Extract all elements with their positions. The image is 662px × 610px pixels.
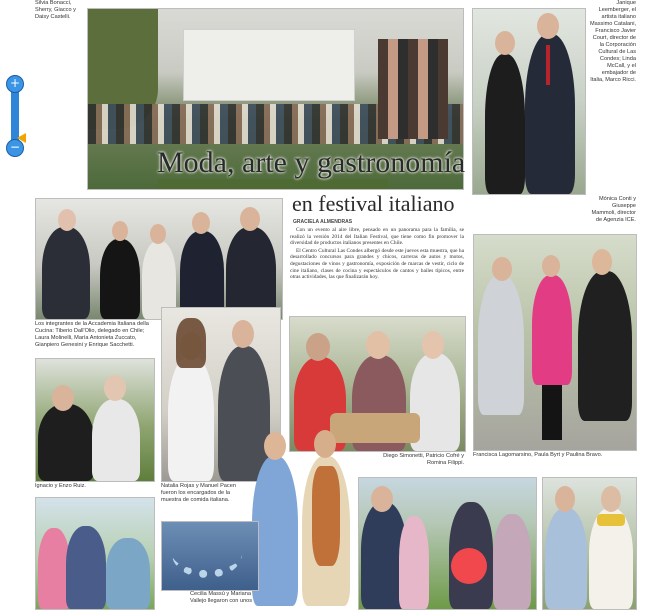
caption-accademia: Los integrantes de la Accademia Italiana della Cucina: Tiberio Dall'Olio, delegado en Chile; Laura Molinelli, María Antonieta Zuccato, Gianpiero Genesini y Enrique Sacchetti. <box>35 321 149 348</box>
photo-necklace <box>161 521 259 591</box>
caption-cecilia: Cecilia Massú y Mariana Vallejo llegaron con unos <box>190 591 253 604</box>
zoom-out-button[interactable]: − <box>6 139 24 157</box>
article-paragraph-1: Con un evento al aire libre, pensado en un panorama para la familia, se realizó la versión 2014 del Italian Festival, que tiene como fin promover la diversidad de productos italianos presentes en Chile. <box>290 227 464 247</box>
caption-diego: Diego Simonetti, Patricio Cofré y Romina Filippi. <box>383 453 464 466</box>
photo-bottom-right-couple <box>542 477 637 610</box>
photo-accademia <box>35 198 283 320</box>
article-body <box>290 227 464 281</box>
photo-family-balloon <box>358 477 537 610</box>
photo-ignacio <box>35 358 155 482</box>
photo-couple <box>472 8 586 195</box>
caption-ignacio: Ignacio y Enzo Ruiz. <box>35 483 86 489</box>
photo-three-women <box>473 234 637 451</box>
caption-natalia: Natalia Rojas y Manuel Pacen fueron los encargados de la muestra de comida italiana. <box>161 483 236 503</box>
byline: GRACIELA ALMENDRAS <box>293 219 353 225</box>
caption-top-left: Silvia Bonacci, Sherry, Giacco y Daisy Castelli. <box>35 0 76 20</box>
zoom-in-button[interactable]: + <box>6 75 24 93</box>
headline-line-1: Moda, arte y gastronomía <box>157 146 466 179</box>
headline-line-2: en festival italiano <box>292 191 455 216</box>
photo-kids-family <box>35 497 155 610</box>
photo-cutout-women <box>246 416 356 608</box>
caption-top-right: Janique Leemberger, el artista italiano Massimo Catalani, Francisco Javier Court, director de la Corporación Cultural de Las Condes; Linda McCall, y el embajador de Italia, Marco Ricci. <box>589 0 636 83</box>
caption-francisca: Francisca Lagomarsino, Paula Byrt y Paulina Bravo. <box>473 452 603 458</box>
caption-right-pair: Mónica Conti y Giuseppe Mammoli, director de Agenzia ICE. <box>591 196 636 223</box>
zoom-control[interactable] <box>6 75 24 155</box>
zoom-slider-handle[interactable] <box>17 133 26 143</box>
article-paragraph-2: El Centro Cultural Las Condes albergó desde este jueves esta muestra, que ha desarrollado concursos para grandes y chicos, carreras de autos y motos, degustaciones de vinos y gastronomía, exposición de marcas de vestir, ciclo de cine italiano, clases de cocina y espectáculos de cantos y bailes típicos, entre otras actividades, las que finalizarán hoy. <box>290 247 464 281</box>
